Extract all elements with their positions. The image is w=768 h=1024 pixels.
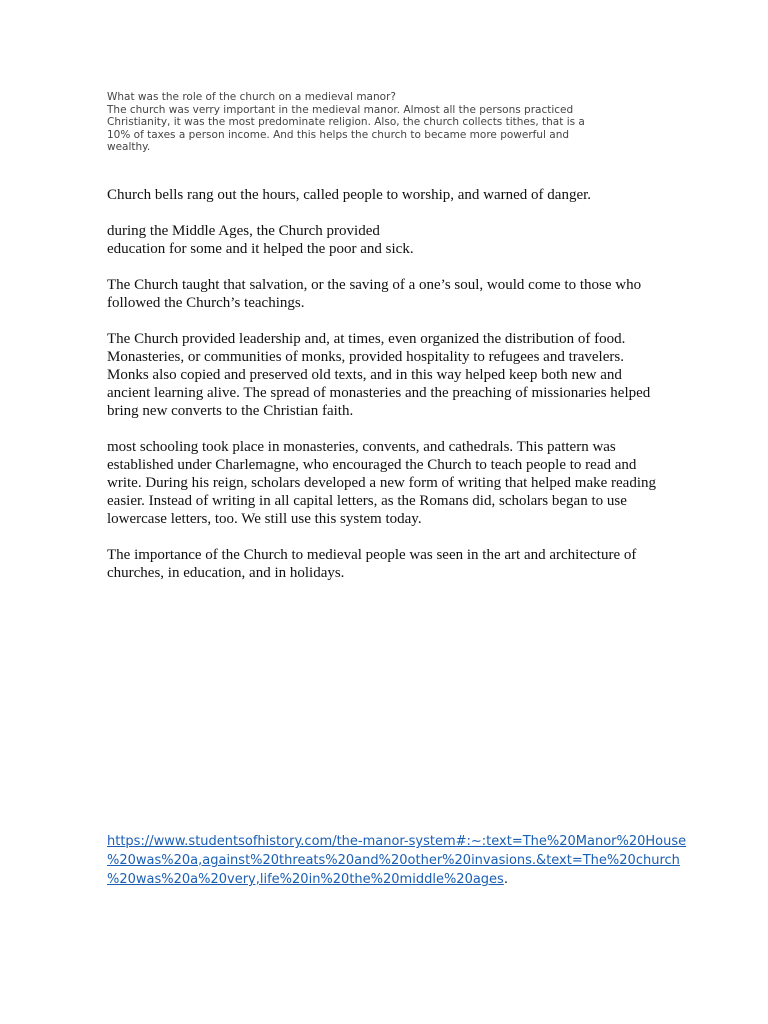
text-line: Monasteries, or communities of monks, provided hospitality to refugees and travelers. — [107, 349, 624, 365]
source-link[interactable] — [107, 832, 687, 887]
link-line-text: %20was%20a%20very,life%20in%20the%20middle%20ages — [107, 872, 504, 887]
text-line: The importance of the Church to medieval people was seen in the art and architecture of — [107, 547, 637, 563]
link-line — [107, 872, 504, 887]
text-line: established under Charlemagne, who encouraged the Church to teach people to read and — [107, 457, 637, 473]
paragraph-importance — [107, 546, 667, 582]
paragraph-salvation — [107, 276, 667, 312]
text-line: followed the Church’s teachings. — [107, 295, 305, 311]
text-line: write. During his reign, scholars developed a new form of writing that helped make reading — [107, 475, 657, 491]
link-trailing-period: . — [503, 872, 508, 887]
question-answer-block — [107, 91, 607, 154]
paragraph-education — [107, 222, 667, 258]
link-line: https://www.studentsofhistory.com/the-manor-system#:~:text=The%20Manor%20House — [107, 834, 687, 849]
text-line: churches, in education, and in holidays. — [107, 565, 345, 581]
text-line: bring new converts to the Christian faith. — [107, 403, 354, 419]
text-line: The Church provided leadership and, at times, even organized the distribution of food. — [107, 331, 626, 347]
text-line: most schooling took place in monasteries, convents, and cathedrals. This pattern was — [107, 439, 616, 455]
body-text — [107, 186, 667, 600]
paragraph-church-bells — [107, 186, 667, 204]
text-line: Church bells rang out the hours, called people to worship, and warned of danger. — [107, 187, 592, 203]
answer-line: wealthy. — [107, 141, 151, 153]
link-line: %20was%20a,against%20threats%20and%20other%20invasions.&text=The%20church — [107, 853, 680, 868]
text-line: during the Middle Ages, the Church provided — [107, 223, 380, 239]
text-line: easier. Instead of writing in all capital letters, as the Romans did, scholars began to use — [107, 493, 627, 509]
answer-line: The church was verry important in the medieval manor. Almost all the persons practiced — [107, 103, 574, 116]
text-line: Monks also copied and preserved old texts, and in this way helped keep both new and — [107, 367, 622, 383]
text-line: education for some and it helped the poor and sick. — [107, 241, 414, 257]
text-line: lowercase letters, too. We still use this system today. — [107, 511, 422, 527]
text-line: ancient learning alive. The spread of monasteries and the preaching of missionaries helped — [107, 385, 651, 401]
answer-line: Christianity, it was the most predominate religion. Also, the church collects tithes, that is a — [107, 116, 585, 128]
paragraph-schooling — [107, 438, 667, 528]
answer-line: 10% of taxes a person income. And this helps the church to became more powerful and — [107, 128, 570, 141]
source-link-block — [107, 832, 687, 889]
paragraph-leadership — [107, 330, 667, 420]
question-heading: What was the role of the church on a medieval manor? — [107, 91, 396, 103]
text-line: The Church taught that salvation, or the saving of a one’s soul, would come to those who — [107, 277, 642, 293]
